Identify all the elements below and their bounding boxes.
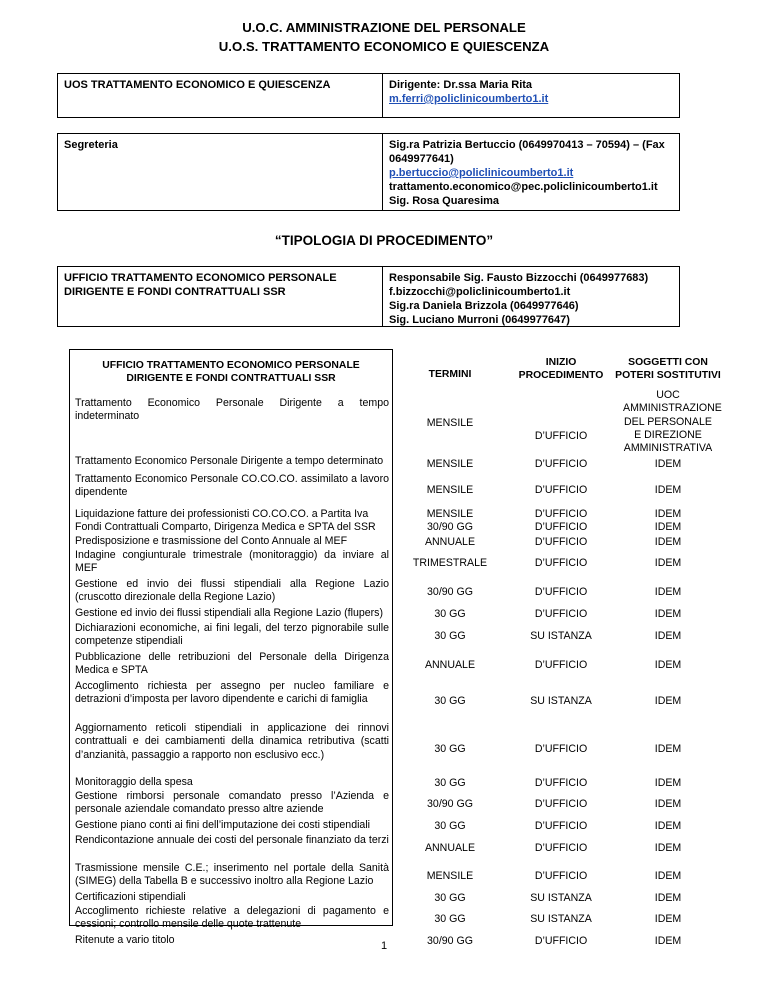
uos-name: UOS TRATTAMENTO ECONOMICO E QUIESCENZA bbox=[64, 79, 331, 91]
table-row bbox=[0, 607, 768, 622]
row-inizio: D’UFFICIO bbox=[534, 870, 588, 882]
row-activity: Rendicontazione annuale dei costi del personale finanziato da terzi bbox=[75, 834, 389, 846]
row-activity: Dichiarazioni economiche, ai fini legali, del terzo pignorabile sulle competenze stipendiali bbox=[75, 622, 389, 648]
table-row bbox=[0, 578, 768, 607]
row-activity: Accoglimento richieste relative a delegazioni di pagamento e cessioni; controllo mensile delle quote trattenute bbox=[75, 905, 389, 931]
table-row bbox=[0, 790, 768, 819]
row-activity: Gestione ed invio dei flussi stipendiali alla Regione Lazio (cruscotto direzionale della Regione Lazio) bbox=[75, 578, 389, 604]
row-termini: MENSILE bbox=[426, 457, 474, 470]
row-activity: Ritenute a vario titolo bbox=[75, 934, 175, 946]
header-line-1: U.O.C. AMMINISTRAZIONE DEL PERSONALE bbox=[242, 20, 526, 35]
table-row bbox=[0, 651, 768, 680]
row-activity: Trattamento Economico Personale CO.CO.CO. assimilato a lavoro dipendente bbox=[75, 473, 389, 499]
row-soggetti: IDEM bbox=[654, 694, 682, 707]
table-row bbox=[0, 473, 768, 508]
row-termini: ANNUALE bbox=[424, 659, 476, 671]
segreteria-contact-line-1: Sig.ra Patrizia Bertuccio (0649970413 – 70594) – (Fax bbox=[389, 139, 665, 151]
row-soggetti: IDEM bbox=[654, 484, 682, 496]
row-soggetti: UOC AMMINISTRAZIONE DEL PERSONALE E DIREZIONE AMMINISTRATIVA bbox=[623, 389, 722, 455]
header-inizio: INIZIO PROCEDIMENTO bbox=[518, 357, 604, 381]
table-row bbox=[0, 455, 768, 473]
row-inizio: D’UFFICIO bbox=[534, 934, 588, 947]
header-activity: UFFICIO TRATTAMENTO ECONOMICO PERSONALE DIRIGENTE E FONDI CONTRATTUALI SSR bbox=[102, 360, 360, 384]
segreteria-contact-line-2: 0649977641) bbox=[389, 153, 454, 165]
row-inizio: D’UFFICIO bbox=[534, 508, 588, 520]
ufficio-name-line-1: UFFICIO TRATTAMENTO ECONOMICO PERSONALE bbox=[64, 272, 337, 284]
row-termini: MENSILE bbox=[426, 508, 474, 520]
ufficio-name-line-2: DIRIGENTE E FONDI CONTRATTUALI SSR bbox=[64, 286, 286, 298]
row-soggetti: IDEM bbox=[654, 934, 682, 947]
row-termini: 30 GG bbox=[434, 630, 466, 642]
segreteria-contact-line-5: Sig. Rosa Quaresima bbox=[389, 195, 500, 207]
row-soggetti: IDEM bbox=[654, 630, 682, 642]
row-inizio: D’UFFICIO bbox=[534, 776, 588, 789]
page-number: 1 bbox=[380, 940, 388, 952]
row-termini: 30/90 GG bbox=[427, 586, 473, 598]
row-inizio: D’UFFICIO bbox=[534, 820, 588, 832]
row-termini: 30/90 GG bbox=[427, 934, 473, 947]
row-soggetti: IDEM bbox=[654, 508, 682, 520]
table-row bbox=[0, 680, 768, 722]
row-activity: Trattamento Economico Personale Dirigente a tempo indeterminato bbox=[75, 397, 389, 423]
section-title: “TIPOLOGIA DI PROCEDIMENTO” bbox=[274, 233, 494, 248]
row-soggetti: IDEM bbox=[654, 742, 682, 755]
row-termini: MENSILE bbox=[426, 870, 474, 882]
row-termini: 30/90 GG bbox=[427, 521, 473, 533]
segreteria-label: Segreteria bbox=[64, 139, 118, 151]
table-row bbox=[0, 549, 768, 578]
row-soggetti: IDEM bbox=[654, 457, 682, 470]
row-activity: Monitoraggio della spesa bbox=[75, 776, 193, 788]
row-activity: Accoglimento richiesta per assegno per nucleo familiare e detrazioni d’imposta per lavoro dipendente e carichi di famiglia bbox=[75, 680, 389, 706]
row-termini: 30 GG bbox=[434, 694, 466, 707]
row-soggetti: IDEM bbox=[654, 586, 682, 598]
staff-line-2: Sig. Luciano Murroni (0649977647) bbox=[389, 314, 570, 326]
row-soggetti: IDEM bbox=[654, 557, 682, 569]
row-termini: MENSILE bbox=[426, 484, 474, 496]
row-soggetti: IDEM bbox=[654, 521, 682, 533]
table-row bbox=[0, 508, 768, 521]
row-soggetti: IDEM bbox=[654, 608, 682, 620]
row-activity: Pubblicazione delle retribuzioni del Personale della Dirigenza Medica e SPTA bbox=[75, 651, 389, 677]
table-row bbox=[0, 891, 768, 905]
row-termini: TRIMESTRALE bbox=[412, 557, 488, 569]
segreteria-box bbox=[57, 133, 680, 211]
responsabile-line: Responsabile Sig. Fausto Bizzocchi (0649977683) bbox=[389, 272, 649, 284]
table-row bbox=[0, 819, 768, 834]
row-soggetti: IDEM bbox=[654, 776, 682, 789]
row-activity: Indagine congiunturale trimestrale (monitoraggio) da inviare al MEF bbox=[75, 549, 389, 575]
row-inizio: D’UFFICIO bbox=[534, 457, 588, 470]
header-soggetti: SOGGETTI CON POTERI SOSTITUTIVI bbox=[615, 357, 721, 381]
row-inizio: D’UFFICIO bbox=[534, 535, 588, 548]
dirigente-label: Dirigente: Dr.ssa Maria Rita bbox=[389, 79, 533, 91]
segreteria-email-link[interactable]: p.bertuccio@policlinicoumberto1.it bbox=[389, 167, 574, 179]
row-soggetti: IDEM bbox=[654, 798, 682, 810]
row-termini: MENSILE bbox=[426, 417, 474, 429]
row-termini: 30 GG bbox=[434, 776, 466, 789]
ufficio-box bbox=[57, 266, 680, 327]
table-row bbox=[0, 622, 768, 651]
row-activity: Certificazioni stipendiali bbox=[75, 891, 186, 903]
row-inizio: SU ISTANZA bbox=[530, 694, 592, 707]
row-soggetti: IDEM bbox=[654, 535, 682, 548]
row-termini: ANNUALE bbox=[424, 535, 476, 548]
row-termini: 30 GG bbox=[434, 742, 466, 755]
row-soggetti: IDEM bbox=[654, 913, 682, 925]
row-activity: Gestione rimborsi personale comandato presso l’Azienda e personale aziendale comandato presso altre aziende bbox=[75, 790, 389, 816]
row-inizio: D’UFFICIO bbox=[534, 557, 588, 569]
row-soggetti: IDEM bbox=[654, 891, 682, 904]
row-activity: Trasmissione mensile C.E.; inserimento nel portale della Sanità (SIMEG) della Tabella B e successivo inoltro alla Regione Lazio bbox=[75, 862, 389, 888]
table-row bbox=[0, 722, 768, 776]
uos-contact-box bbox=[57, 73, 680, 118]
table-row bbox=[0, 389, 768, 455]
table-row bbox=[0, 776, 768, 790]
row-termini: 30 GG bbox=[434, 891, 466, 904]
row-inizio: D’UFFICIO bbox=[534, 798, 588, 810]
row-inizio: D’UFFICIO bbox=[534, 586, 588, 598]
row-activity: Fondi Contrattuali Comparto, Dirigenza Medica e SPTA del SSR bbox=[75, 521, 376, 533]
row-termini: 30 GG bbox=[434, 608, 466, 620]
row-inizio: D’UFFICIO bbox=[534, 484, 588, 496]
row-inizio: SU ISTANZA bbox=[530, 630, 592, 642]
row-termini: 30/90 GG bbox=[427, 798, 473, 810]
header-line-2: U.O.S. TRATTAMENTO ECONOMICO E QUIESCENZA bbox=[218, 39, 550, 54]
row-soggetti: IDEM bbox=[654, 659, 682, 671]
responsabile-email: f.bizzocchi@policlinicoumberto1.it bbox=[389, 286, 571, 298]
row-activity: Gestione piano conti ai fini dell’imputazione dei costi stipendiali bbox=[75, 819, 371, 831]
row-termini: 30 GG bbox=[434, 913, 466, 925]
row-inizio: D’UFFICIO bbox=[534, 841, 588, 854]
row-activity: Predisposizione e trasmissione del Conto Annuale al MEF bbox=[75, 535, 348, 547]
row-inizio: D’UFFICIO bbox=[534, 430, 588, 442]
row-inizio: D’UFFICIO bbox=[534, 521, 588, 533]
row-soggetti: IDEM bbox=[654, 870, 682, 882]
table-row bbox=[0, 834, 768, 862]
row-inizio: SU ISTANZA bbox=[530, 913, 592, 925]
row-termini: 30 GG bbox=[434, 820, 466, 832]
row-activity: Trattamento Economico Personale Dirigente a tempo determinato bbox=[75, 455, 384, 467]
segreteria-pec: trattamento.economico@pec.policlinicoumberto1.it bbox=[389, 181, 658, 193]
row-soggetti: IDEM bbox=[654, 841, 682, 854]
table-row bbox=[0, 905, 768, 934]
header-termini: TERMINI bbox=[428, 369, 472, 380]
row-inizio: D’UFFICIO bbox=[534, 659, 588, 671]
table-row bbox=[0, 521, 768, 534]
staff-line-1: Sig.ra Daniela Brizzola (0649977646) bbox=[389, 300, 579, 312]
row-activity: Gestione ed invio dei flussi stipendiali alla Regione Lazio (flupers) bbox=[75, 607, 383, 619]
row-termini: ANNUALE bbox=[424, 841, 476, 854]
table-row bbox=[0, 535, 768, 549]
row-inizio: D’UFFICIO bbox=[534, 608, 588, 620]
row-activity: Liquidazione fatture dei professionisti CO.CO.CO. a Partita Iva bbox=[75, 508, 369, 520]
row-soggetti: IDEM bbox=[654, 820, 682, 832]
row-inizio: SU ISTANZA bbox=[530, 891, 592, 904]
row-activity: Aggiornamento reticoli stipendiali in applicazione dei rinnovi contrattuali e dei cambiamenti della dinamica retributiva (scatti d’anzianità, passaggio a rapporto non esclusivo ecc.) bbox=[75, 722, 389, 761]
table-row bbox=[0, 862, 768, 891]
dirigente-email-link[interactable]: m.ferri@policlinicoumberto1.it bbox=[389, 93, 549, 105]
row-inizio: D’UFFICIO bbox=[534, 742, 588, 755]
